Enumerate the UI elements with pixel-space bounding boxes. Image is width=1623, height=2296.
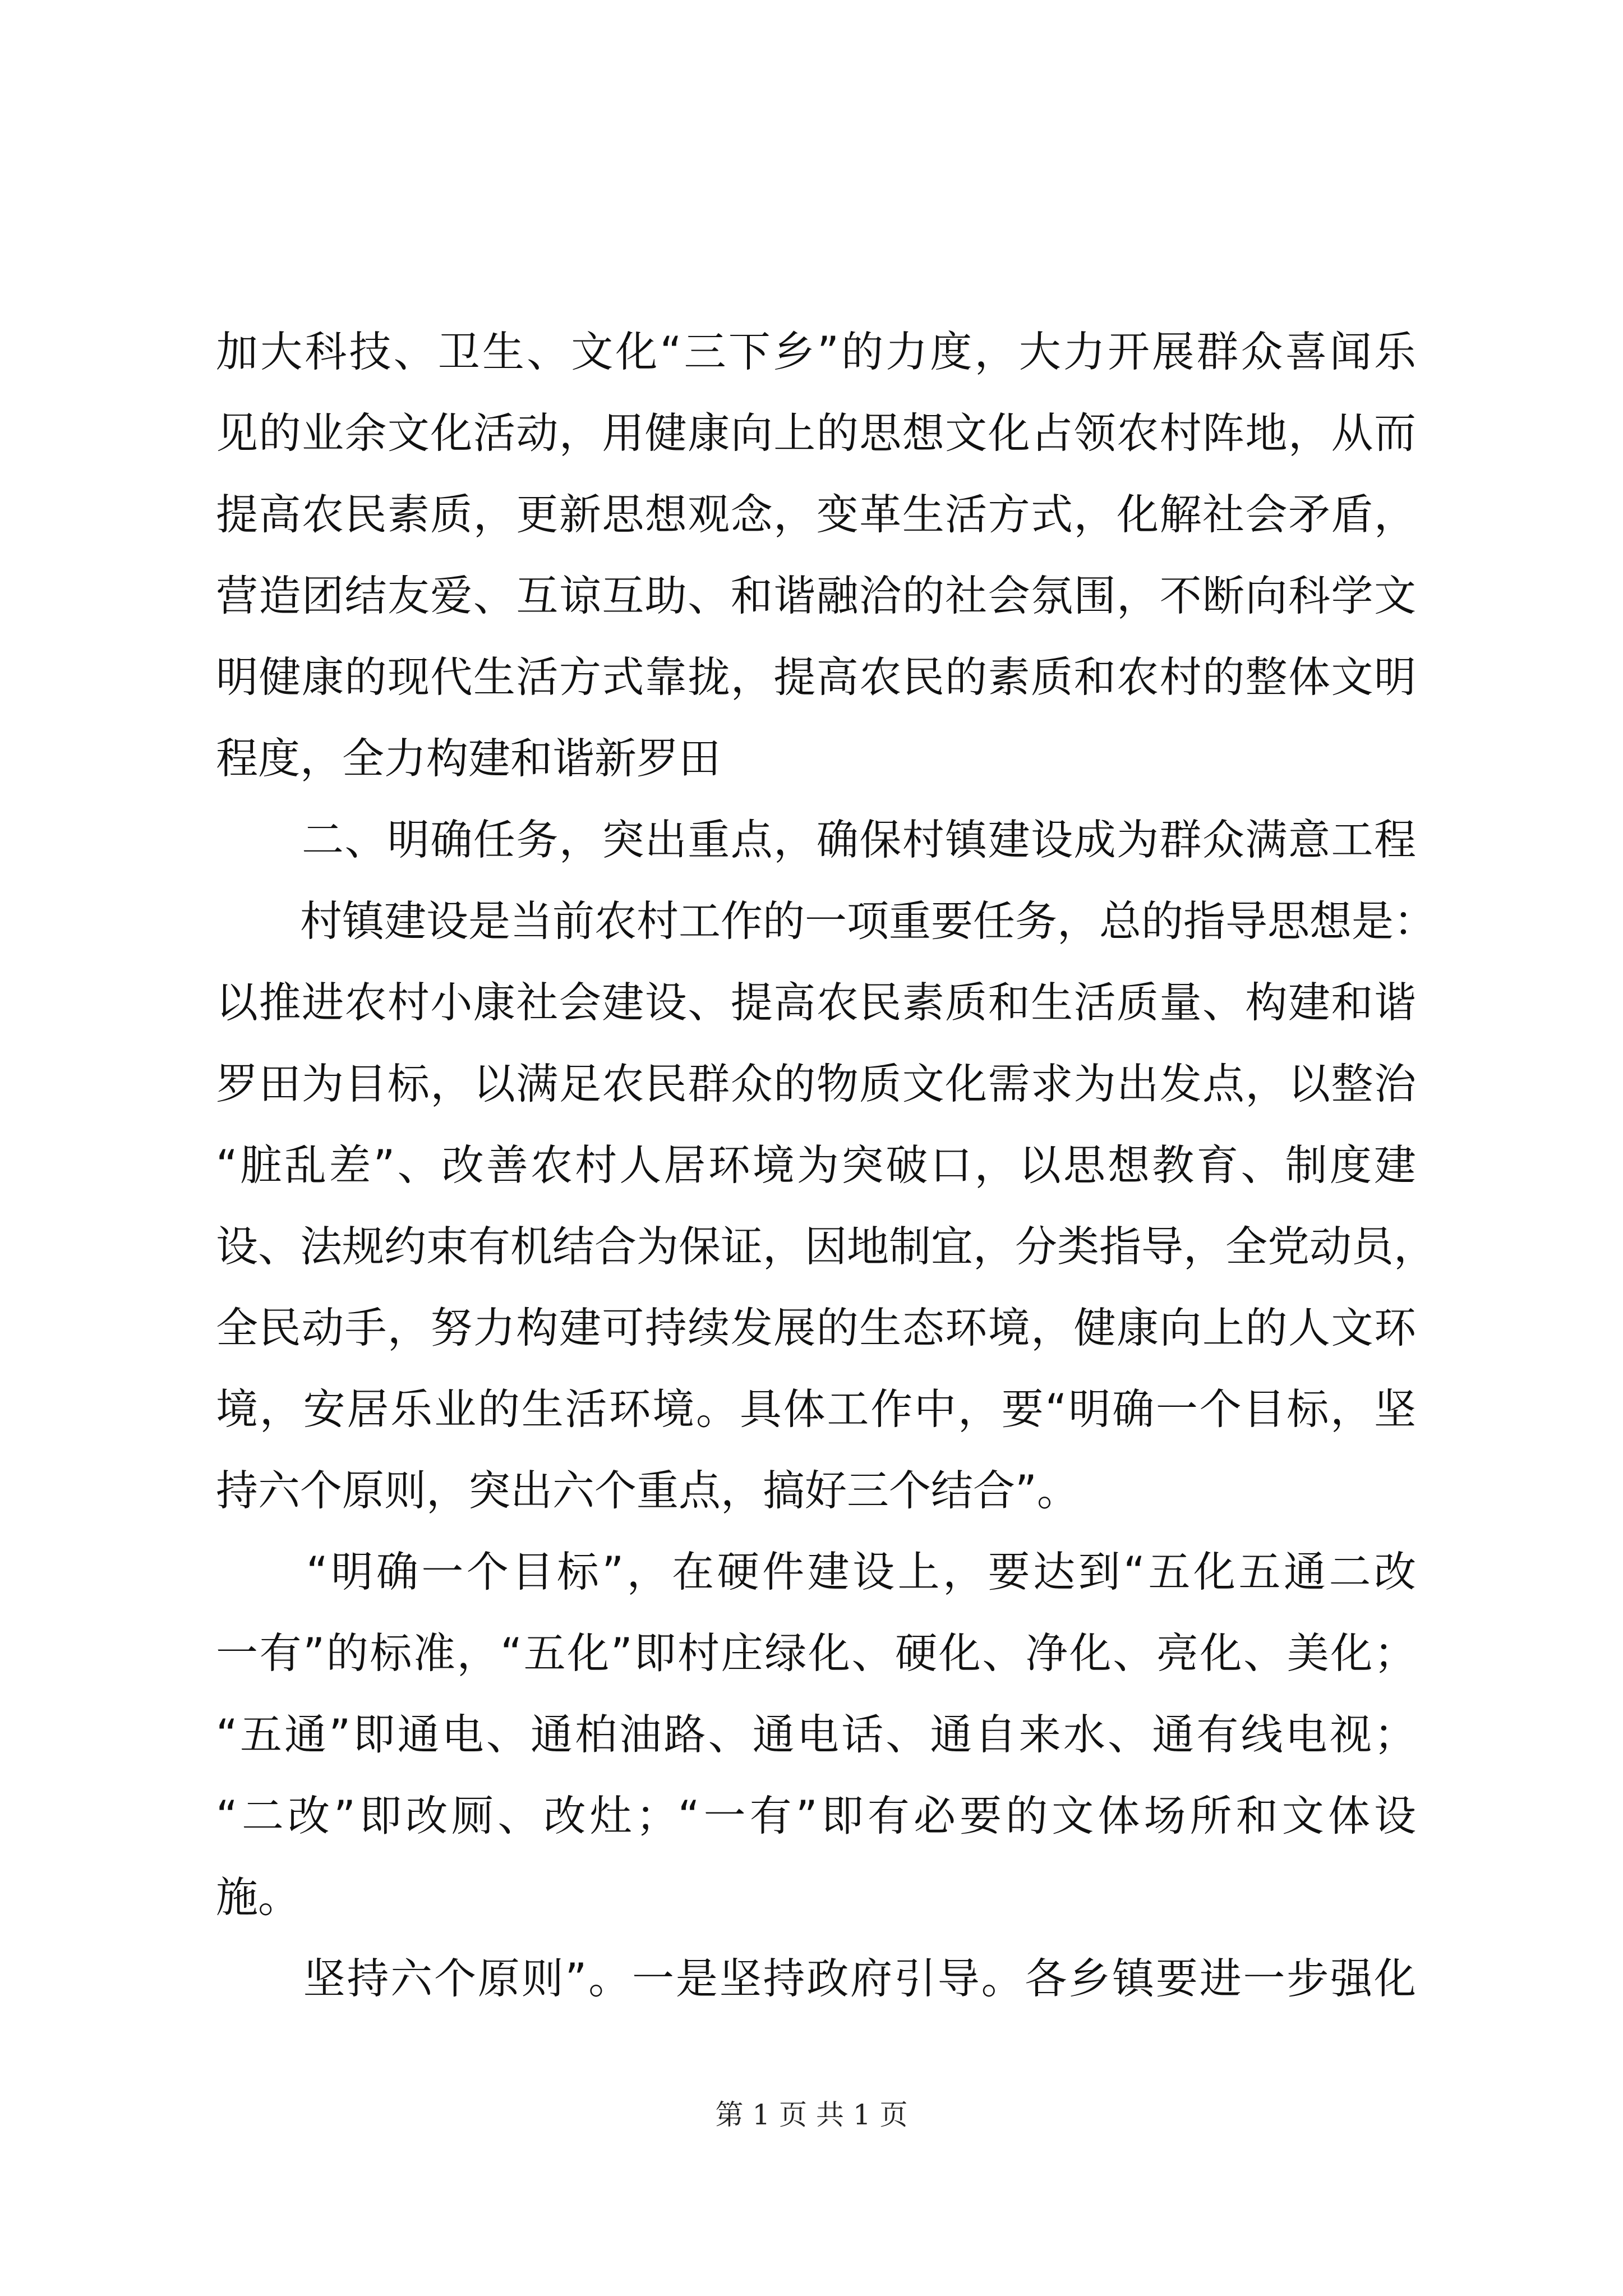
body-text-line: 坚持六个原则”。一是坚持政府引导。各乡镇要进一步强化 (216, 1954, 1416, 2003)
body-text-line: “五通”即通电、通柏油路、通电话、通自来水、通有线电视； (216, 1710, 1416, 1759)
body-text-line: 村镇建设是当前农村工作的一项重要任务，总的指导思想是： (216, 896, 1436, 946)
body-text-line: 明健康的现代生活方式靠拢，提高农民的素质和农村的整体文明 (216, 652, 1416, 702)
body-text-line: 营造团结友爱、互谅互助、和谐融洽的社会氛围，不断向科学文 (216, 571, 1416, 620)
page-number-footer: 第 1 页 共 1 页 (715, 2099, 908, 2131)
body-text-line: 罗田为目标，以满足农民群众的物质文化需求为出发点，以整治 (216, 1059, 1416, 1108)
body-text-line: 持六个原则，突出六个重点，搞好三个结合”。 (216, 1466, 1079, 1515)
body-text-line: 全民动手，努力构建可持续发展的生态环境，健康向上的人文环 (216, 1303, 1416, 1352)
body-text-line: 施。 (216, 1872, 301, 1922)
body-text-line: 程度，全力构建和谐新罗田 (216, 734, 721, 783)
body-text-line: 提高农民素质，更新思想观念，变革生活方式，化解社会矛盾， (216, 490, 1416, 539)
body-text-line: 以推进农村小康社会建设、提高农民素质和生活质量、构建和谐 (216, 978, 1416, 1027)
body-text-line: “明确一个目标”，在硬件建设上，要达到“五化五通二改 (216, 1547, 1416, 1596)
section-heading: 二、明确任务，突出重点，确保村镇建设成为群众满意工程 (216, 815, 1416, 864)
body-text-line: 加大科技、卫生、文化“三下乡”的力度，大力开展群众喜闻乐 (216, 327, 1416, 376)
body-text-line: 一有”的标准，“五化”即村庄绿化、硬化、净化、亮化、美化； (216, 1628, 1416, 1678)
body-text-line: “二改”即改厕、改灶；“一有”即有必要的文体场所和文体设 (216, 1791, 1416, 1841)
body-text-line: “脏乱差”、改善农村人居环境为突破口，以思想教育、制度建 (216, 1140, 1416, 1190)
body-text-line: 设、法规约束有机结合为保证，因地制宜，分类指导，全党动员， (216, 1222, 1436, 1271)
body-text-line: 境，安居乐业的生活环境。具体工作中，要“明确一个目标，坚 (216, 1384, 1416, 1434)
body-text-line: 见的业余文化活动，用健康向上的思想文化占领农村阵地，从而 (216, 408, 1416, 458)
